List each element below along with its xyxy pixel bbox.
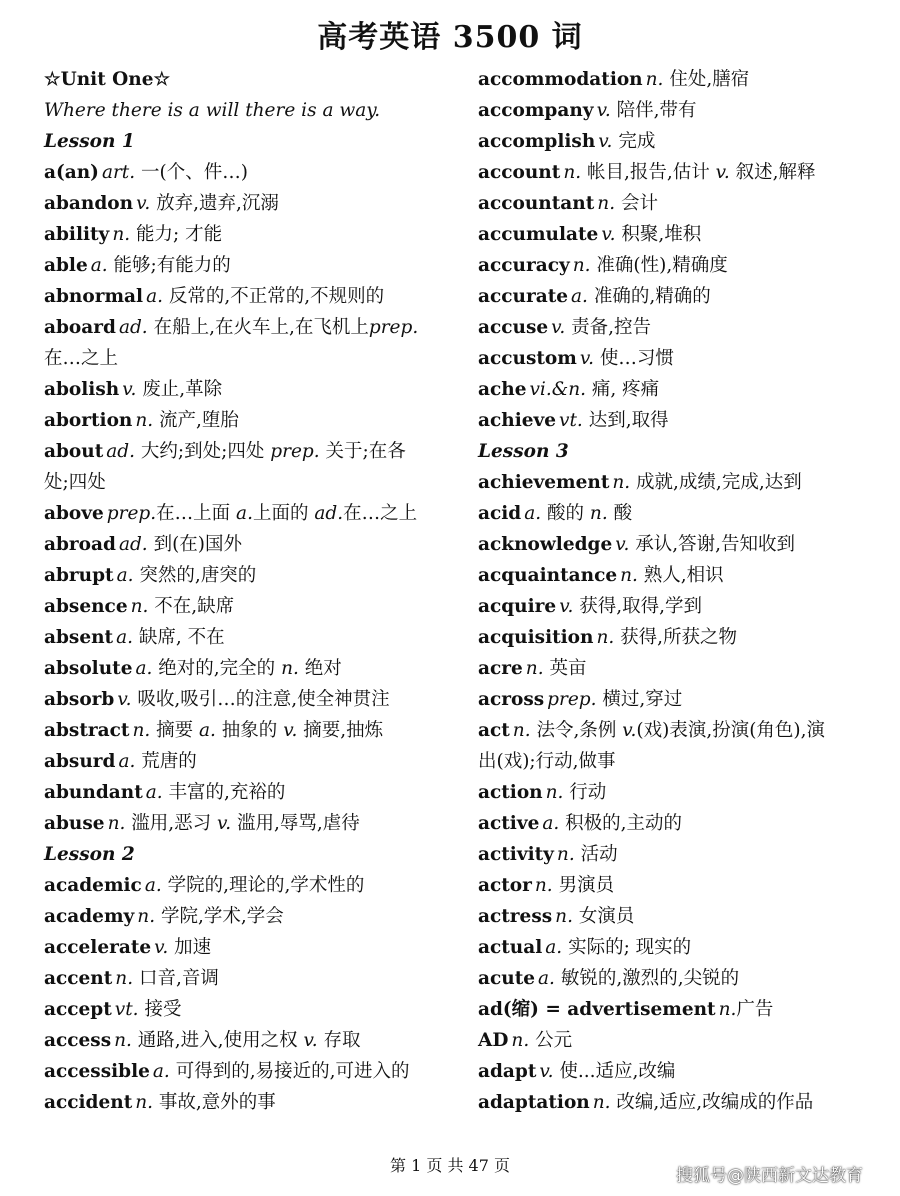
- word-entry: [478, 188, 878, 219]
- entry-part-of-speech: v.: [303, 1030, 318, 1051]
- entry-continuation: [478, 746, 878, 777]
- entry-headword: accompany: [478, 100, 594, 121]
- entry-gloss: 摘要,抽炼: [297, 720, 384, 741]
- entry-continuation: [44, 467, 444, 498]
- word-entry: [478, 467, 878, 498]
- entry-headword: acquisition: [478, 627, 594, 648]
- word-entry: [44, 529, 444, 560]
- entry-headword: action: [478, 782, 543, 803]
- entry-headword: active: [478, 813, 540, 834]
- entry-part-of-speech: a.: [90, 255, 108, 276]
- entry-gloss: 吸收,吸引…的注意,使全神贯注: [131, 689, 390, 710]
- entry-headword: acid: [478, 503, 522, 524]
- word-entry: [44, 808, 444, 839]
- word-entry: [478, 281, 878, 312]
- entry-gloss: 丰富的,充裕的: [162, 782, 286, 803]
- entry-headword: actual: [478, 937, 543, 958]
- entry-gloss: 酸: [607, 503, 633, 524]
- entry-gloss: 抽象的: [215, 720, 284, 741]
- word-entry: [44, 560, 444, 591]
- entry-headword: across: [478, 689, 545, 710]
- entry-gloss: 横过,穿过: [596, 689, 683, 710]
- entry-part-of-speech: a.: [116, 565, 134, 586]
- entry-part-of-speech: v.: [601, 224, 616, 245]
- entry-gloss: 敏锐的,激烈的,尖锐的: [554, 968, 740, 989]
- entry-part-of-speech: n.: [534, 875, 553, 896]
- entry-part-of-speech: a.: [545, 937, 563, 958]
- entry-part-of-speech: prep.: [368, 317, 419, 338]
- word-entry: [44, 312, 444, 343]
- entry-gloss: 缺席, 不在: [133, 627, 225, 648]
- entry-part-of-speech: prep.: [270, 441, 320, 462]
- entry-gloss: 出(戏);行动,做事: [478, 751, 616, 772]
- entry-gloss: 男演员: [552, 875, 615, 896]
- entry-part-of-speech: n.: [115, 968, 134, 989]
- entry-part-of-speech: n.: [597, 193, 616, 214]
- entry-part-of-speech: n.: [137, 906, 156, 927]
- entry-headword: abrupt: [44, 565, 114, 586]
- entry-gloss: 熟人,相识: [637, 565, 724, 586]
- entry-headword: actress: [478, 906, 553, 927]
- word-entry: [478, 1025, 878, 1056]
- entry-headword: accustom: [478, 348, 577, 369]
- entry-headword: acre: [478, 658, 523, 679]
- entry-gloss: 使...适应,改编: [553, 1061, 676, 1082]
- word-entry: [478, 219, 878, 250]
- entry-gloss: 可得到的,易接近的,可进入的: [169, 1061, 410, 1082]
- entry-part-of-speech: vi.&n.: [529, 379, 586, 400]
- entry-part-of-speech: v.: [136, 193, 151, 214]
- entry-headword: AD: [478, 1030, 509, 1051]
- entry-headword: ache: [478, 379, 527, 400]
- entry-gloss: 放弃,遗弃,沉溺: [150, 193, 279, 214]
- entry-part-of-speech: prep.: [547, 689, 597, 710]
- entry-gloss: 荒唐的: [135, 751, 197, 772]
- word-entry: [478, 157, 878, 188]
- word-entry: [478, 126, 878, 157]
- entry-gloss: 处;四处: [44, 472, 106, 493]
- entry-gloss: 学院的,理论的,学术性的: [161, 875, 365, 896]
- word-entry: [478, 95, 878, 126]
- lesson-heading: Lesson 2: [44, 844, 135, 865]
- entry-gloss: 在…之上: [343, 503, 418, 524]
- entry-part-of-speech: n.: [130, 596, 149, 617]
- word-entry: [478, 343, 878, 374]
- word-entry: [44, 498, 444, 529]
- entry-headword: accent: [44, 968, 113, 989]
- entry-gloss: 滥用,恶习: [125, 813, 218, 834]
- entry-headword: acknowledge: [478, 534, 613, 555]
- entry-headword: adaptation: [478, 1092, 590, 1113]
- entry-headword: absent: [44, 627, 114, 648]
- word-entry: [44, 932, 444, 963]
- word-entry: [478, 653, 878, 684]
- entry-headword: accommodation: [478, 69, 643, 90]
- entry-part-of-speech: a.: [542, 813, 560, 834]
- entry-gloss: 痛, 疼痛: [586, 379, 660, 400]
- entry-gloss: 不在,缺席: [148, 596, 235, 617]
- entry-part-of-speech: vt.: [559, 410, 583, 431]
- entry-gloss: 会计: [615, 193, 658, 214]
- unit-heading: ☆Unit One☆: [44, 69, 171, 90]
- entry-part-of-speech: a.: [146, 286, 163, 307]
- entry-part-of-speech: a.: [116, 627, 134, 648]
- entry-headword: absorb: [44, 689, 115, 710]
- entry-gloss: 达到,取得: [582, 410, 669, 431]
- entry-continuation: [44, 343, 444, 374]
- motto: Where there is a will there is a way.: [44, 100, 381, 121]
- entry-part-of-speech: v.: [579, 348, 594, 369]
- word-entry: [44, 870, 444, 901]
- entry-part-of-speech: a.: [538, 968, 555, 989]
- entry-part-of-speech: v.: [596, 100, 611, 121]
- word-entry: [44, 281, 444, 312]
- entry-headword: accuracy: [478, 255, 570, 276]
- entry-gloss: 绝对的,完全的: [152, 658, 282, 679]
- entry-headword: abroad: [44, 534, 116, 555]
- word-entry: [478, 374, 878, 405]
- entry-headword: accept: [44, 999, 112, 1020]
- entry-gloss: 加速: [168, 937, 212, 958]
- word-entry: [478, 932, 878, 963]
- word-entry: [478, 498, 878, 529]
- entry-gloss: 在船上,在火车上,在飞机上: [147, 317, 369, 338]
- entry-headword: accumulate: [478, 224, 599, 245]
- right-column: [478, 64, 878, 1118]
- entry-part-of-speech: n.: [511, 1030, 530, 1051]
- entry-part-of-speech: v.: [122, 379, 137, 400]
- entry-headword: absurd: [44, 751, 116, 772]
- word-entry: [478, 715, 878, 746]
- entry-part-of-speech: n.: [135, 1092, 154, 1113]
- page-footer: 第 1 页 共 47 页: [390, 1156, 510, 1175]
- entry-gloss: 酸的: [541, 503, 590, 524]
- word-entry: [478, 529, 878, 560]
- entry-headword: abstract: [44, 720, 130, 741]
- entry-headword: abortion: [44, 410, 133, 431]
- entry-gloss: 学院,学术,学会: [155, 906, 284, 927]
- entry-headword: absence: [44, 596, 128, 617]
- word-entry: [478, 1087, 878, 1118]
- entry-headword: a(an): [44, 162, 99, 183]
- entry-part-of-speech: n.: [563, 162, 582, 183]
- word-entry: [44, 219, 444, 250]
- entry-part-of-speech: ad.: [118, 317, 148, 338]
- entry-gloss: 准确的,精确的: [587, 286, 711, 307]
- word-entry: [44, 1056, 444, 1087]
- entry-part-of-speech: n.: [645, 69, 664, 90]
- entry-part-of-speech: n.: [135, 410, 154, 431]
- entry-gloss: 实际的; 现实的: [562, 937, 692, 958]
- entry-headword: aboard: [44, 317, 116, 338]
- entry-part-of-speech: v.: [154, 937, 169, 958]
- entry-part-of-speech: v.: [622, 720, 637, 741]
- entry-part-of-speech: v.: [598, 131, 613, 152]
- entry-part-of-speech: n.: [589, 503, 608, 524]
- word-entry: [44, 374, 444, 405]
- entry-part-of-speech: n.: [572, 255, 591, 276]
- word-entry: [478, 777, 878, 808]
- word-entry: [44, 436, 444, 467]
- entry-gloss: 陪伴,带有: [610, 100, 697, 121]
- entry-gloss: 获得,所获之物: [614, 627, 738, 648]
- entry-gloss: 积聚,堆积: [615, 224, 702, 245]
- entry-headword: abuse: [44, 813, 105, 834]
- entry-gloss: 完成: [612, 131, 656, 152]
- entry-headword: able: [44, 255, 88, 276]
- entry-gloss: 到(在)国外: [147, 534, 243, 555]
- entry-gloss: 存取: [317, 1030, 361, 1051]
- entry-headword: accurate: [478, 286, 569, 307]
- entry-part-of-speech: n.: [281, 658, 299, 679]
- entry-headword: acute: [478, 968, 536, 989]
- entry-headword: act: [478, 720, 510, 741]
- word-entry: [478, 312, 878, 343]
- entry-headword: abundant: [44, 782, 143, 803]
- word-entry: [44, 963, 444, 994]
- entry-part-of-speech: n.: [592, 1092, 611, 1113]
- entry-gloss: 一(个、件…): [135, 162, 248, 183]
- entry-headword: abnormal: [44, 286, 144, 307]
- word-entry: [44, 1025, 444, 1056]
- entry-gloss: 帐目,报告,估计: [581, 162, 716, 183]
- entry-gloss: 滥用,辱骂,虐待: [231, 813, 360, 834]
- entry-gloss: 法令,条例: [530, 720, 623, 741]
- word-entry: [44, 591, 444, 622]
- word-entry: [478, 405, 878, 436]
- entry-headword: ad(缩) = advertisement: [478, 999, 716, 1020]
- left-word-list: [44, 126, 444, 1118]
- entry-gloss: (戏)表演,扮演(角色),演: [636, 720, 826, 741]
- entry-headword: achievement: [478, 472, 610, 493]
- entry-headword: adapt: [478, 1061, 537, 1082]
- entry-headword: ability: [44, 224, 110, 245]
- entry-headword: activity: [478, 844, 554, 865]
- word-entry: [44, 901, 444, 932]
- word-entry: [44, 157, 444, 188]
- entry-gloss: 公元: [529, 1030, 573, 1051]
- entry-part-of-speech: ad.: [106, 441, 136, 462]
- entry-part-of-speech: n.: [114, 1030, 132, 1051]
- entry-gloss: 行动: [563, 782, 607, 803]
- entry-gloss: 活动: [574, 844, 618, 865]
- entry-gloss: 上面的: [252, 503, 315, 524]
- entry-gloss: 接受: [138, 999, 182, 1020]
- entry-gloss: 大约;到处;四处: [135, 441, 271, 462]
- word-entry: [44, 250, 444, 281]
- entry-part-of-speech: n.: [525, 658, 544, 679]
- entry-part-of-speech: v.: [551, 317, 566, 338]
- entry-headword: achieve: [478, 410, 557, 431]
- entry-gloss: 改编,适应,改编成的作品: [610, 1092, 814, 1113]
- entry-gloss: 能力; 才能: [130, 224, 223, 245]
- entry-part-of-speech: a.: [135, 658, 153, 679]
- entry-gloss: 流产,堕胎: [153, 410, 239, 431]
- lesson-heading: Lesson 1: [44, 131, 135, 152]
- entry-headword: above: [44, 503, 104, 524]
- entry-gloss: 叙述,解释: [729, 162, 816, 183]
- entry-gloss: 使…习惯: [593, 348, 674, 369]
- word-entry: [44, 777, 444, 808]
- word-entry: [44, 715, 444, 746]
- entry-gloss: 能够;有能力的: [107, 255, 231, 276]
- entry-part-of-speech: n.: [112, 224, 131, 245]
- entry-part-of-speech: a.: [144, 875, 162, 896]
- entry-headword: account: [478, 162, 561, 183]
- word-entry: [44, 1087, 444, 1118]
- word-entry: [478, 870, 878, 901]
- entry-headword: abandon: [44, 193, 134, 214]
- entry-part-of-speech: v.: [615, 534, 630, 555]
- entry-part-of-speech: ad.: [118, 534, 148, 555]
- entry-gloss: 承认,答谢,告知收到: [629, 534, 796, 555]
- entry-part-of-speech: a.: [524, 503, 542, 524]
- watermark: 搜狐号@陕西新文达教育: [676, 1166, 863, 1186]
- entry-gloss: 获得,取得,学到: [573, 596, 702, 617]
- word-entry: [44, 622, 444, 653]
- entry-part-of-speech: n.: [620, 565, 638, 586]
- entry-headword: acquaintance: [478, 565, 618, 586]
- entry-gloss: 住处,膳宿: [663, 69, 750, 90]
- entry-headword: access: [44, 1030, 112, 1051]
- entry-part-of-speech: n.: [107, 813, 126, 834]
- entry-headword: accelerate: [44, 937, 152, 958]
- entry-part-of-speech: v.: [117, 689, 132, 710]
- word-entry: [44, 405, 444, 436]
- entry-part-of-speech: a.: [199, 720, 216, 741]
- entry-headword: accomplish: [478, 131, 596, 152]
- entry-gloss: 口音,音调: [133, 968, 219, 989]
- entry-part-of-speech: v.: [217, 813, 232, 834]
- entry-part-of-speech: a.: [571, 286, 588, 307]
- entry-headword: academic: [44, 875, 142, 896]
- entry-gloss: 废止,革除: [136, 379, 223, 400]
- entry-gloss: 关于;在各: [319, 441, 406, 462]
- entry-gloss: 事故,意外的事: [153, 1092, 276, 1113]
- entry-part-of-speech: ad.: [314, 503, 344, 524]
- entry-part-of-speech: a.: [118, 751, 136, 772]
- word-entry: [44, 653, 444, 684]
- entry-gloss: 绝对: [298, 658, 342, 679]
- entry-part-of-speech: v.: [715, 162, 730, 183]
- entry-gloss: 广告: [736, 999, 774, 1020]
- entry-part-of-speech: n.: [556, 844, 575, 865]
- entry-headword: accountant: [478, 193, 595, 214]
- entry-gloss: 责备,控告: [565, 317, 652, 338]
- entry-headword: accuse: [478, 317, 549, 338]
- word-entry: [478, 839, 878, 870]
- entry-part-of-speech: v.: [283, 720, 298, 741]
- entry-gloss: 摘要: [150, 720, 199, 741]
- entry-part-of-speech: vt.: [114, 999, 139, 1020]
- word-entry: [478, 1056, 878, 1087]
- word-entry: [44, 188, 444, 219]
- entry-part-of-speech: n.: [718, 999, 737, 1020]
- entry-part-of-speech: n.: [545, 782, 564, 803]
- word-entry: [44, 994, 444, 1025]
- entry-gloss: 在…上面: [156, 503, 237, 524]
- entry-gloss: 准确(性),精确度: [590, 255, 728, 276]
- entry-gloss: 通路,进入,使用之权: [131, 1030, 304, 1051]
- entry-part-of-speech: a.: [152, 1061, 170, 1082]
- word-entry: [478, 994, 878, 1025]
- entry-gloss: 积极的,主动的: [559, 813, 683, 834]
- word-entry: [478, 684, 878, 715]
- entry-headword: about: [44, 441, 104, 462]
- word-entry: [478, 64, 878, 95]
- entry-part-of-speech: n.: [132, 720, 151, 741]
- entry-headword: abolish: [44, 379, 120, 400]
- word-entry: [478, 560, 878, 591]
- entry-part-of-speech: v.: [539, 1061, 554, 1082]
- entry-headword: accessible: [44, 1061, 150, 1082]
- word-entry: [478, 250, 878, 281]
- entry-gloss: 英亩: [543, 658, 587, 679]
- word-entry: [478, 622, 878, 653]
- lesson-heading: Lesson 3: [478, 441, 569, 462]
- entry-part-of-speech: n.: [596, 627, 615, 648]
- entry-headword: accident: [44, 1092, 133, 1113]
- entry-gloss: 成就,成绩,完成,达到: [630, 472, 802, 493]
- entry-part-of-speech: prep.: [106, 503, 157, 524]
- entry-part-of-speech: n.: [512, 720, 531, 741]
- entry-part-of-speech: v.: [559, 596, 574, 617]
- entry-gloss: 反常的,不正常的,不规则的: [162, 286, 385, 307]
- entry-part-of-speech: a.: [145, 782, 163, 803]
- entry-headword: actor: [478, 875, 532, 896]
- entry-part-of-speech: art.: [101, 162, 136, 183]
- page-title: 高考英语 3500 词: [317, 20, 583, 55]
- entry-part-of-speech: n.: [555, 906, 573, 927]
- word-entry: [478, 591, 878, 622]
- entry-part-of-speech: a.: [236, 503, 253, 524]
- word-entry: [478, 901, 878, 932]
- entry-gloss: 在…之上: [44, 348, 119, 369]
- word-entry: [44, 746, 444, 777]
- entry-part-of-speech: n.: [612, 472, 631, 493]
- entry-headword: acquire: [478, 596, 557, 617]
- word-entry: [478, 963, 878, 994]
- word-entry: [44, 684, 444, 715]
- entry-headword: academy: [44, 906, 135, 927]
- left-column: [44, 64, 444, 1118]
- word-entry: [478, 808, 878, 839]
- entry-gloss: 女演员: [572, 906, 635, 927]
- right-word-list: [478, 64, 878, 1118]
- entry-headword: absolute: [44, 658, 133, 679]
- entry-gloss: 突然的,唐突的: [133, 565, 257, 586]
